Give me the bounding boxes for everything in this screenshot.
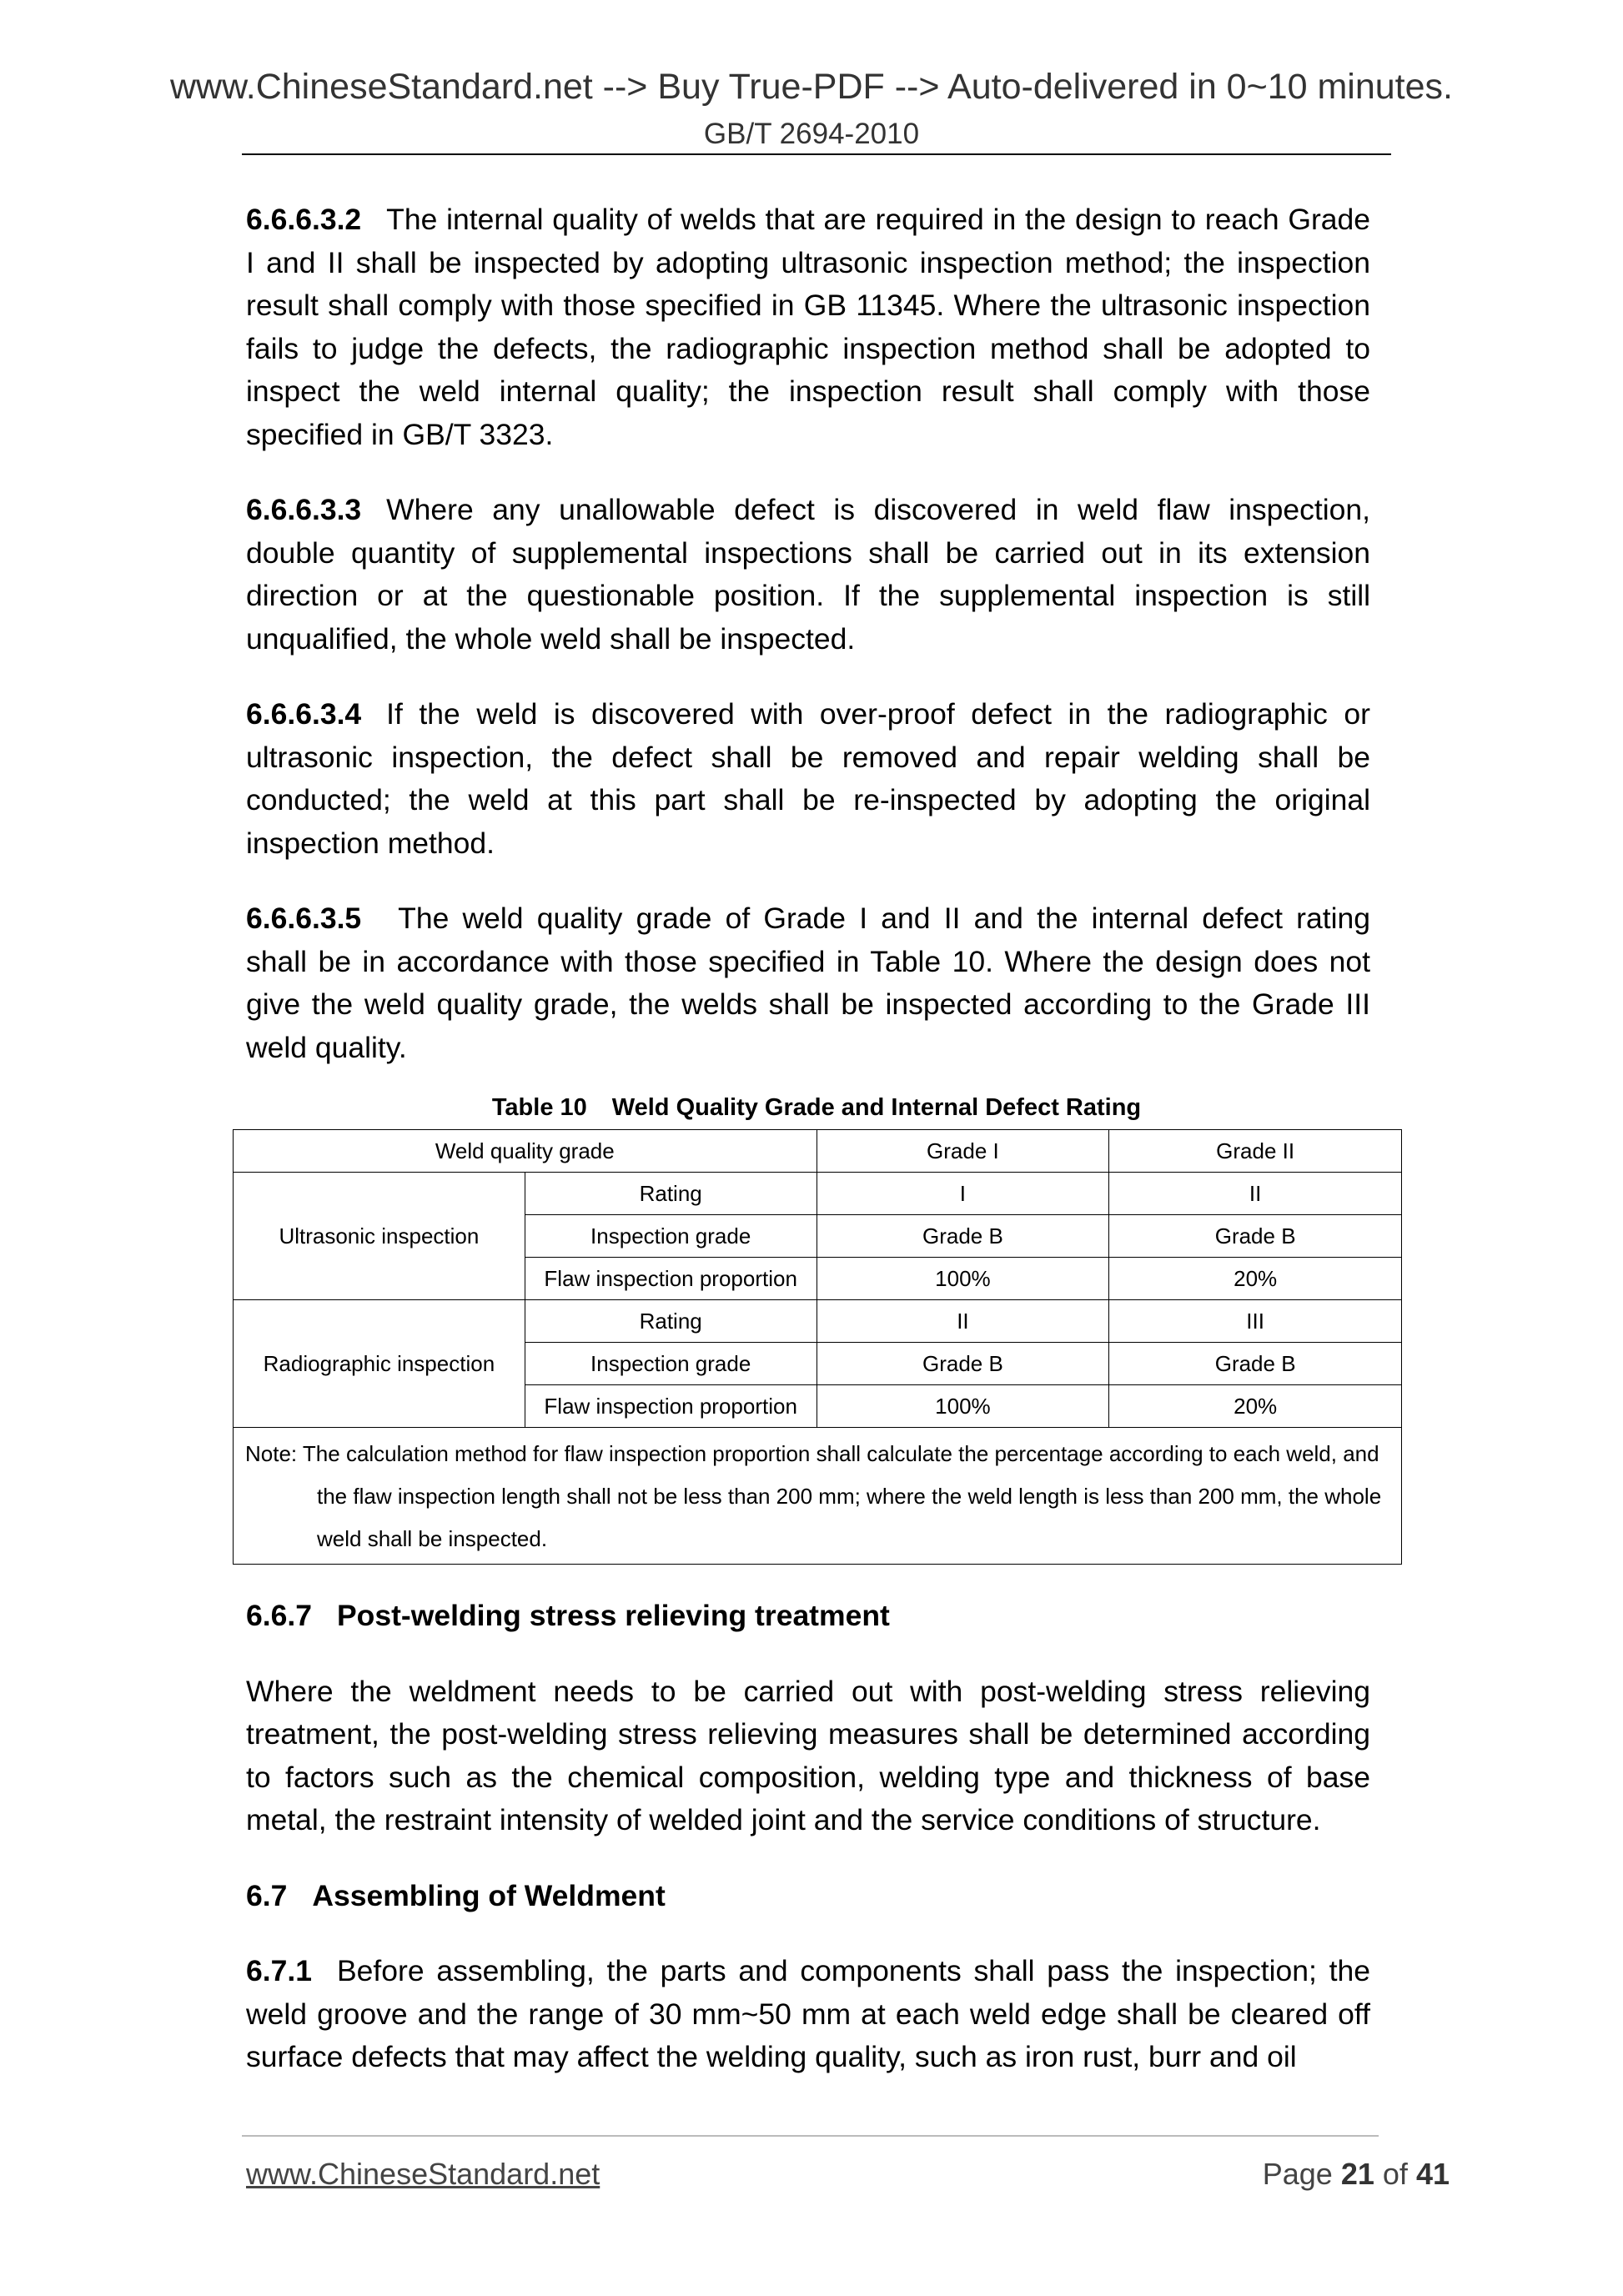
table-cell: Rating <box>525 1173 817 1215</box>
weld-quality-table <box>233 1129 1402 1565</box>
clause-number: 6.6.6.3.5 <box>246 902 362 935</box>
page-label: Page <box>1262 2157 1333 2191</box>
page-of: of <box>1382 2157 1408 2191</box>
table-cell: Grade B <box>817 1343 1109 1385</box>
table-cell: Flaw inspection proportion <box>525 1385 817 1428</box>
section-6-6-7-text: Where the weldment needs to be carried out with post-welding stress relieving treatment, the post-welding stress relieving measures shall be determined according to factors such as the chemical composition, welding type and thickness of base metal, the restraint intensity of welded joint and the service conditions of structure. <box>246 1674 1370 1836</box>
table-cell: 100% <box>817 1385 1109 1428</box>
table-cell: Grade B <box>1109 1343 1402 1385</box>
page-current: 21 <box>1340 2157 1374 2191</box>
method-cell: Ultrasonic inspection <box>234 1173 525 1300</box>
table-cell: I <box>817 1173 1109 1215</box>
table-cell: 20% <box>1109 1258 1402 1300</box>
table-cell: III <box>1109 1300 1402 1343</box>
table-header-row <box>234 1130 1402 1173</box>
table-note <box>234 1428 1402 1565</box>
table-title: Weld Quality Grade and Internal Defect Rating <box>611 1094 1142 1121</box>
table-caption <box>254 1091 1379 1124</box>
page-indicator <box>1263 2156 1450 2193</box>
clause-text: The weld quality grade of Grade I and II and the internal defect rating shall be in accordance with those specified in Table 10. Where the design does not give the weld quality grade, the welds shall be inspected according to the Grade III weld quality. <box>246 902 1370 1064</box>
clause-6-6-6-3-4 <box>246 693 1370 865</box>
note-label: Note: <box>245 1441 298 1466</box>
header-banner: www.ChineseStandard.net --> Buy True-PDF --> Auto-delivered in 0~10 minutes. <box>169 67 1453 107</box>
table-cell: Inspection grade <box>525 1215 817 1258</box>
footer-website-link[interactable]: www.ChineseStandard.net <box>246 2157 600 2191</box>
page-content <box>245 198 1382 2112</box>
note-continuation: the flaw inspection length shall not be less than 200 mm; where the weld length is less than 200 mm, the whole weld shall be inspected. <box>317 1484 1382 1551</box>
document-id: GB/T 2694-2010 <box>703 118 920 150</box>
table-number: Table 10 <box>491 1094 587 1121</box>
table-cell: Grade B <box>817 1215 1109 1258</box>
note-first-line: The calculation method for flaw inspection proportion shall calculate the percentage according to each weld, and <box>302 1441 1379 1466</box>
page-total: 41 <box>1415 2157 1450 2191</box>
section-heading-6-7 <box>246 1875 1370 1918</box>
clause-number: 6.6.6.3.2 <box>246 203 362 236</box>
table-cell: II <box>817 1300 1109 1343</box>
clause-6-6-6-3-2 <box>246 198 1370 456</box>
method-cell: Radiographic inspection <box>234 1300 525 1428</box>
table-cell: II <box>1109 1173 1402 1215</box>
clause-6-6-6-3-3 <box>246 489 1370 661</box>
table-cell: 20% <box>1109 1385 1402 1428</box>
clause-6-7-1 <box>246 1950 1370 2079</box>
clause-text: Where any unallowable defect is discovered in weld flaw inspection, double quantity of supplemental inspections shall be carried out in its extension direction or at the questionable position. If the supplemental inspection is still unqualified, the whole weld shall be inspected. <box>246 493 1370 656</box>
table-cell: Rating <box>525 1300 817 1343</box>
header-cell: Grade I <box>817 1130 1109 1173</box>
section-title: Assembling of Weldment <box>312 1878 666 1912</box>
clause-text: The internal quality of welds that are required in the design to reach Grade I and II shall be inspected by adopting ultrasonic inspection method; the inspection result shall comply with those specified in GB 11345. Where the ultrasonic inspection fails to judge the defects, the radiographic inspection method shall be adopted to inspect the weld internal quality; the inspection result shall comply with those specified in GB/T 3323. <box>246 203 1370 451</box>
section-title: Post-welding stress relieving treatment <box>336 1599 890 1632</box>
table-cell: Inspection grade <box>525 1343 817 1385</box>
clause-number: 6.6.6.3.4 <box>246 697 362 731</box>
table-row <box>234 1300 1402 1343</box>
clause-number: 6.7.1 <box>246 1954 312 1987</box>
clause-text: If the weld is discovered with over-proof defect in the radiographic or ultrasonic inspection, the defect shall be removed and repair welding shall be conducted; the weld at this part shall be re-inspected by adopting the original inspection method. <box>246 697 1370 860</box>
header-cell: Weld quality grade <box>234 1130 817 1173</box>
table-note-row <box>234 1428 1402 1565</box>
clause-6-6-6-3-5 <box>246 897 1370 1069</box>
header-divider <box>242 153 1391 155</box>
table-row <box>234 1173 1402 1215</box>
section-number: 6.7 <box>246 1878 288 1912</box>
table-cell: 100% <box>817 1258 1109 1300</box>
table-cell: Grade B <box>1109 1215 1402 1258</box>
table-cell: Flaw inspection proportion <box>525 1258 817 1300</box>
section-heading-6-6-7 <box>246 1595 1370 1638</box>
clause-text: Before assembling, the parts and components shall pass the inspection; the weld groove and the range of 30 mm~50 mm at each weld edge shall be cleared off surface defects that may affect the welding quality, such as iron rust, burr and oil <box>246 1954 1370 2073</box>
header-cell: Grade II <box>1109 1130 1402 1173</box>
footer-divider <box>242 2135 1379 2137</box>
section-number: 6.6.7 <box>246 1599 312 1632</box>
clause-number: 6.6.6.3.3 <box>246 493 362 526</box>
